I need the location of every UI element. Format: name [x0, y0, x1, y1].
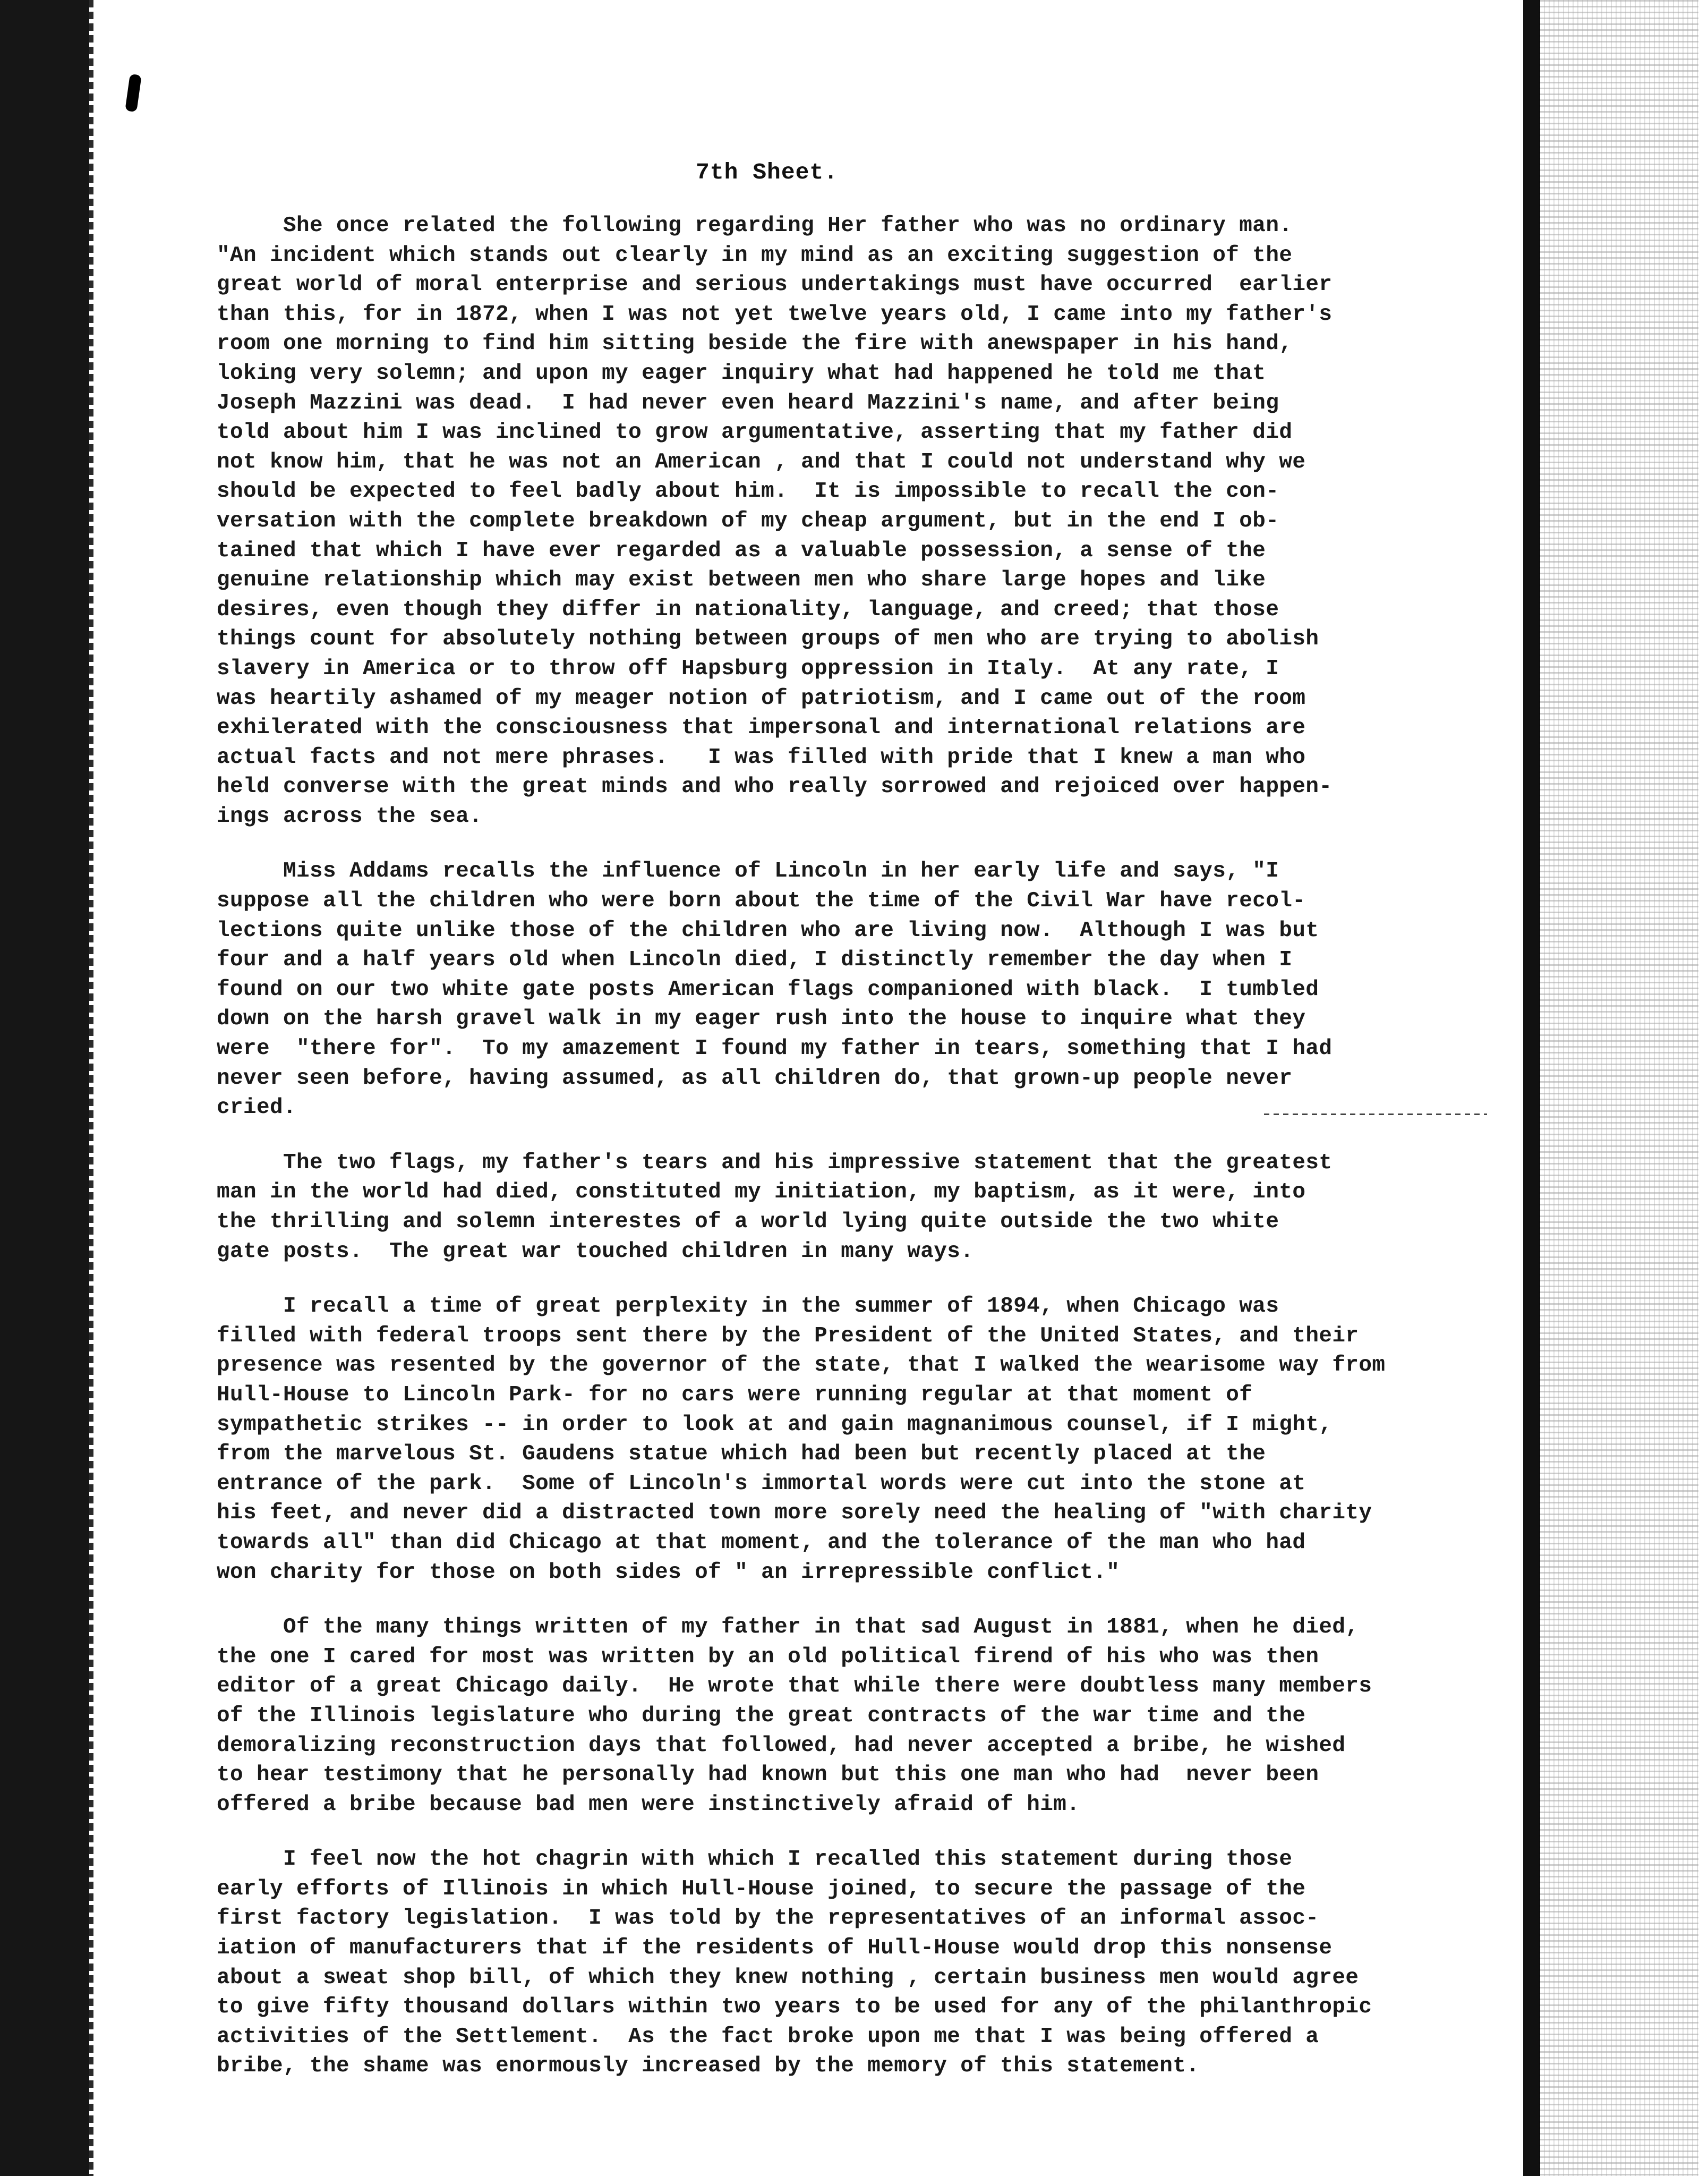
text-line: things count for absolutely nothing between groups of men who are trying to abolish: [217, 627, 1319, 652]
text-line: actual facts and not mere phrases. I was filled with pride that I knew a man who: [217, 745, 1306, 770]
text-line: down on the harsh gravel walk in my eager rush into the house to inquire what they: [217, 1007, 1306, 1032]
text-line: great world of moral enterprise and serious undertakings must have occurred earlier: [217, 273, 1333, 298]
text-line: should be expected to feel badly about him. It is impossible to recall the con-: [217, 479, 1279, 504]
text-line: iation of manufacturers that if the residents of Hull-House would drop this nonsense: [217, 1936, 1333, 1961]
text-line: editor of a great Chicago daily. He wrote that while there were doubtless many members: [217, 1674, 1372, 1699]
text-line: from the marvelous St. Gaudens statue which had been but recently placed at the: [217, 1442, 1266, 1467]
text-line: four and a half years old when Lincoln died, I distinctly remember the day when I: [217, 948, 1293, 973]
text-line: desires, even though they differ in nationality, language, and creed; that those: [217, 597, 1279, 622]
text-line: won charity for those on both sides of " an irrepressible conflict.": [217, 1560, 1120, 1585]
text-line: sympathetic strikes -- in order to look at and gain magnanimous counsel, if I might,: [217, 1412, 1333, 1437]
text-line: filled with federal troops sent there by the President of the United States, and their: [217, 1323, 1359, 1348]
text-line: tained that which I have ever regarded as a valuable possession, a sense of the: [217, 538, 1266, 563]
text-line: the thrilling and solemn interestes of a world lying quite outside the two white: [217, 1210, 1279, 1234]
text-line: than this, for in 1872, when I was not yet twelve years old, I came into my father's: [217, 302, 1333, 327]
text-line: his feet, and never did a distracted town more sorely need the healing of "with charity: [217, 1501, 1372, 1526]
paragraph: [217, 1149, 1466, 1266]
paragraph: [217, 1613, 1466, 1820]
text-line: told about him I was inclined to grow argumentative, asserting that my father did: [217, 420, 1293, 445]
text-line: found on our two white gate posts American flags companioned with black. I tumbled: [217, 977, 1319, 1002]
text-line: slavery in America or to throw off Hapsburg oppression in Italy. At any rate, I: [217, 656, 1279, 681]
text-line: to hear testimony that he personally had known but this one man who had never been: [217, 1763, 1319, 1788]
text-line: "An incident which stands out clearly in my mind as an exciting suggestion of the: [217, 243, 1293, 268]
text-line: to give fifty thousand dollars within two years to be used for any of the philanthropic: [217, 1995, 1372, 2020]
paragraph: [217, 1292, 1466, 1587]
text-line: the one I cared for most was written by an old political firend of his who was then: [217, 1644, 1319, 1669]
text-line: of the Illinois legislature who during the great contracts of the war time and the: [217, 1703, 1306, 1728]
text-line: never seen before, having assumed, as all children do, that grown-up people never: [217, 1066, 1293, 1091]
text-line: cried.: [217, 1095, 297, 1120]
text-line: held converse with the great minds and who really sorrowed and rejoiced over happen-: [217, 775, 1333, 800]
text-line: Of the many things written of my father in that sad August in 1881, when he died,: [217, 1615, 1359, 1640]
text-line: towards all" than did Chicago at that moment, and the tolerance of the man who had: [217, 1530, 1306, 1555]
text-line: Miss Addams recalls the influence of Lincoln in her early life and says, "I: [217, 859, 1279, 884]
text-line: entrance of the park. Some of Lincoln's immortal words were cut into the stone at: [217, 1471, 1306, 1496]
text-line: room one morning to find him sitting beside the fire with anewspaper in his hand,: [217, 332, 1293, 356]
text-line: The two flags, my father's tears and his impressive statement that the greatest: [217, 1150, 1333, 1175]
text-line: bribe, the shame was enormously increased by the memory of this statement.: [217, 2054, 1200, 2079]
text-line: man in the world had died, constituted my initiation, my baptism, as it were, into: [217, 1180, 1306, 1205]
scan-right-edge: [1523, 0, 1708, 2176]
text-line: She once related the following regarding Her father who was no ordinary man.: [217, 214, 1293, 238]
text-line: loking very solemn; and upon my eager inquiry what had happened he told me that: [217, 361, 1266, 386]
text-line: versation with the complete breakdown of my cheap argument, but in the end I ob-: [217, 508, 1279, 533]
text-line: I feel now the hot chagrin with which I recalled this statement during those: [217, 1847, 1293, 1872]
text-line: Hull-House to Lincoln Park- for no cars were running regular at that moment of: [217, 1382, 1253, 1407]
text-line: genuine relationship which may exist between men who share large hopes and like: [217, 568, 1266, 593]
paragraph: [217, 211, 1466, 831]
text-line: I recall a time of great perplexity in the summer of 1894, when Chicago was: [217, 1294, 1279, 1319]
text-line: was heartily ashamed of my meager notion of patriotism, and I came out of the room: [217, 686, 1306, 711]
text-line: not know him, that he was not an American , and that I could not understand why we: [217, 449, 1306, 474]
text-line: offered a bribe because bad men were instinctively afraid of him.: [217, 1792, 1080, 1817]
sheet-heading: 7th Sheet.: [696, 159, 839, 185]
text-line: first factory legislation. I was told by the representatives of an informal assoc-: [217, 1906, 1319, 1931]
text-line: Joseph Mazzini was dead. I had never even heard Mazzini's name, and after being: [217, 390, 1279, 415]
margin-rule: [1264, 1114, 1487, 1115]
text-line: suppose all the children who were born about the time of the Civil War have recol-: [217, 889, 1306, 914]
text-line: about a sweat shop bill, of which they knew nothing , certain business men would agree: [217, 1965, 1359, 1990]
paragraph: [217, 1845, 1466, 2081]
text-line: presence was resented by the governor of the state, that I walked the wearisome way from: [217, 1353, 1386, 1378]
text-line: exhilerated with the consciousness that impersonal and international relations are: [217, 716, 1306, 741]
text-line: activities of the Settlement. As the fact broke upon me that I was being offered a: [217, 2024, 1319, 2049]
text-line: lections quite unlike those of the children who are living now. Although I was but: [217, 918, 1319, 943]
text-line: gate posts. The great war touched children in many ways.: [217, 1239, 974, 1264]
scan-right-bar: [1523, 0, 1540, 2176]
text-line: demoralizing reconstruction days that followed, had never accepted a bribe, he wished: [217, 1733, 1346, 1758]
scan-noise: [1539, 0, 1698, 2176]
text-line: early efforts of Illinois in which Hull-House joined, to secure the passage of the: [217, 1876, 1306, 1901]
paragraph: [217, 857, 1466, 1123]
document-body: [217, 211, 1466, 2107]
scan-left-edge: [0, 0, 89, 2176]
text-line: were "there for". To my amazement I found my father in tears, something that I had: [217, 1036, 1333, 1061]
text-line: ings across the sea.: [217, 804, 483, 829]
